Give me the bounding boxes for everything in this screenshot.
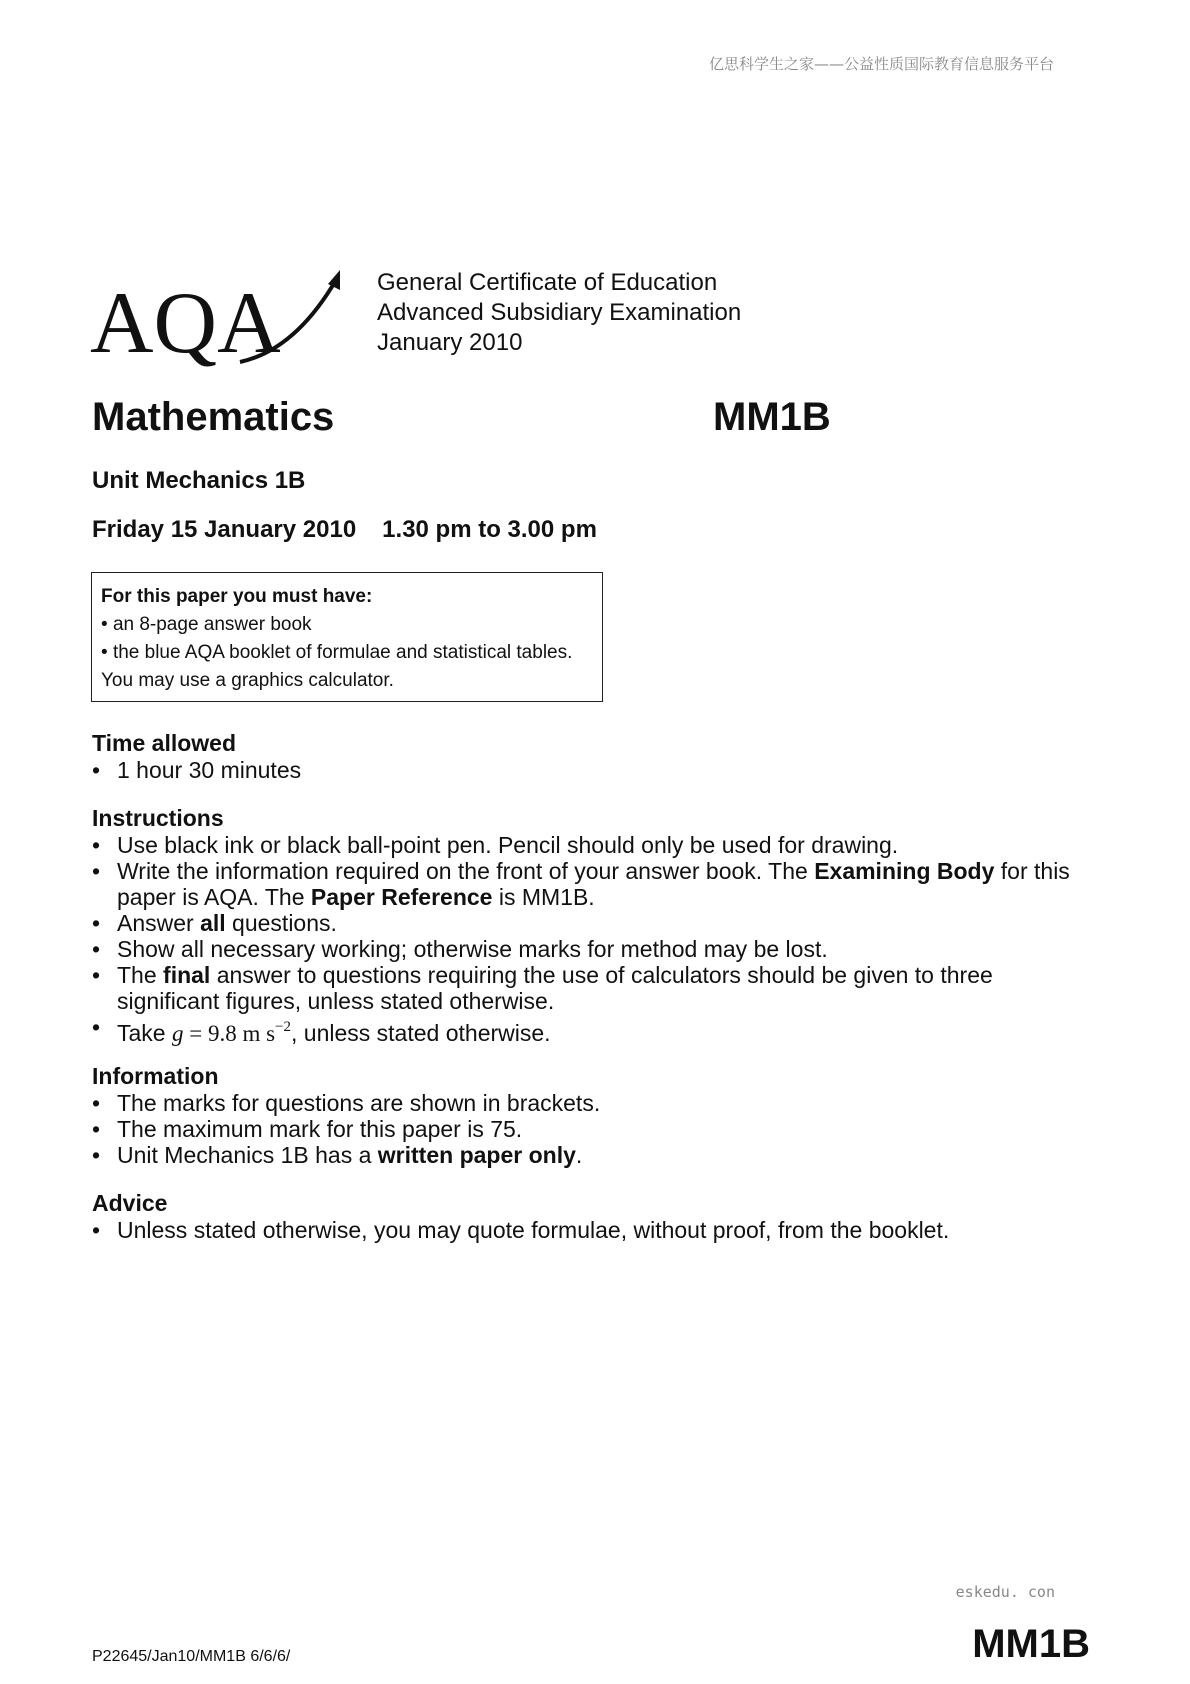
text-run: for this paper is AQA. The [117, 858, 1070, 910]
list-item: • 1 hour 30 minutes [92, 757, 1092, 783]
requirements-item-text: an 8-page answer book [112, 614, 312, 635]
certificate-line: General Certificate of Education [377, 269, 718, 296]
list-item: • The maximum mark for this paper is 75. [92, 1116, 1092, 1142]
list-item [92, 910, 1092, 936]
list-item [92, 858, 1092, 910]
text-run: Write the information required on the front of your answer book. The [117, 858, 815, 884]
section-heading: Information [92, 1063, 219, 1089]
bold-text: Paper Reference [310, 884, 493, 910]
paper-code-footer: MM1B [972, 1622, 1090, 1666]
section-heading: Time allowed [92, 730, 237, 756]
list-item [92, 1014, 1092, 1047]
time-allowed-section [92, 730, 1092, 783]
bold-text: Examining Body [814, 858, 995, 884]
section-heading: Instructions [92, 805, 224, 831]
list-item: • Show all necessary working; otherwise marks for method may be lost. [92, 936, 1092, 962]
certificate-block [377, 268, 741, 358]
list-item: • The marks for questions are shown in brackets. [92, 1090, 1092, 1116]
text-run: answer to questions requiring the use of calculators should be given to three significant figures, unless stated otherwise. [117, 962, 993, 1014]
text-run: . [575, 1142, 583, 1168]
list-item: • Unless stated otherwise, you may quote formulae, without proof, from the booklet. [92, 1217, 1092, 1243]
watermark-text: 亿思科学生之家——公益性质国际教育信息服务平台 [708, 55, 1054, 73]
information-section [92, 1063, 1092, 1168]
certificate-line: January 2010 [377, 329, 523, 356]
gravity-formula [172, 1021, 291, 1046]
math-exponent: −2 [275, 1019, 292, 1035]
certificate-line: Advanced Subsidiary Examination [377, 299, 742, 326]
section-heading: Advice [92, 1190, 168, 1216]
requirements-note: You may use a graphics calculator. [101, 670, 394, 691]
text-run: Unit Mechanics 1B has a [117, 1142, 378, 1168]
requirements-heading: For this paper you must have: [101, 586, 373, 607]
bold-text: all [200, 910, 226, 936]
date-text: Friday 15 January 2010 [92, 516, 357, 543]
text-run: Take [117, 1020, 172, 1046]
requirements-item: • an 8-page answer book [101, 614, 312, 635]
time-text: 1.30 pm to 3.00 pm [382, 516, 597, 543]
advice-section [92, 1190, 1092, 1243]
requirements-item-text: the blue AQA booklet of formulae and statistical tables. [112, 642, 573, 663]
requirements-box [91, 572, 603, 702]
text-run: The [117, 962, 164, 988]
list-item [92, 962, 1092, 1014]
bold-text: written paper only [377, 1142, 576, 1168]
text-run: , unless stated otherwise. [291, 1020, 551, 1046]
unit-title: Unit Mechanics 1B [92, 467, 306, 494]
aqa-swoosh-logo-icon [90, 270, 345, 370]
logo-text: AQA [90, 275, 281, 370]
aqa-logo [90, 270, 345, 370]
text-run: is MM1B. [492, 884, 595, 910]
requirements-item: • the blue AQA booklet of formulae and statistical tables. [101, 642, 573, 663]
paper-reference: P22645/Jan10/MM1B 6/6/6/ [92, 1648, 291, 1665]
subject-title: Mathematics [92, 395, 335, 439]
bold-text: final [163, 962, 211, 988]
list-item: • Use black ink or black ball-point pen. Pencil should only be used for drawing. [92, 832, 1092, 858]
site-watermark: eskedu. con [955, 1583, 1055, 1601]
math-text: = 9.8 m s [183, 1021, 276, 1046]
instructions-section [92, 805, 1092, 1047]
list-item [92, 1142, 1092, 1168]
text-run: Answer [117, 910, 201, 936]
paper-code: MM1B [713, 395, 831, 439]
math-variable: g [171, 1021, 184, 1046]
text-run: questions. [225, 910, 337, 936]
exam-date [92, 516, 597, 544]
